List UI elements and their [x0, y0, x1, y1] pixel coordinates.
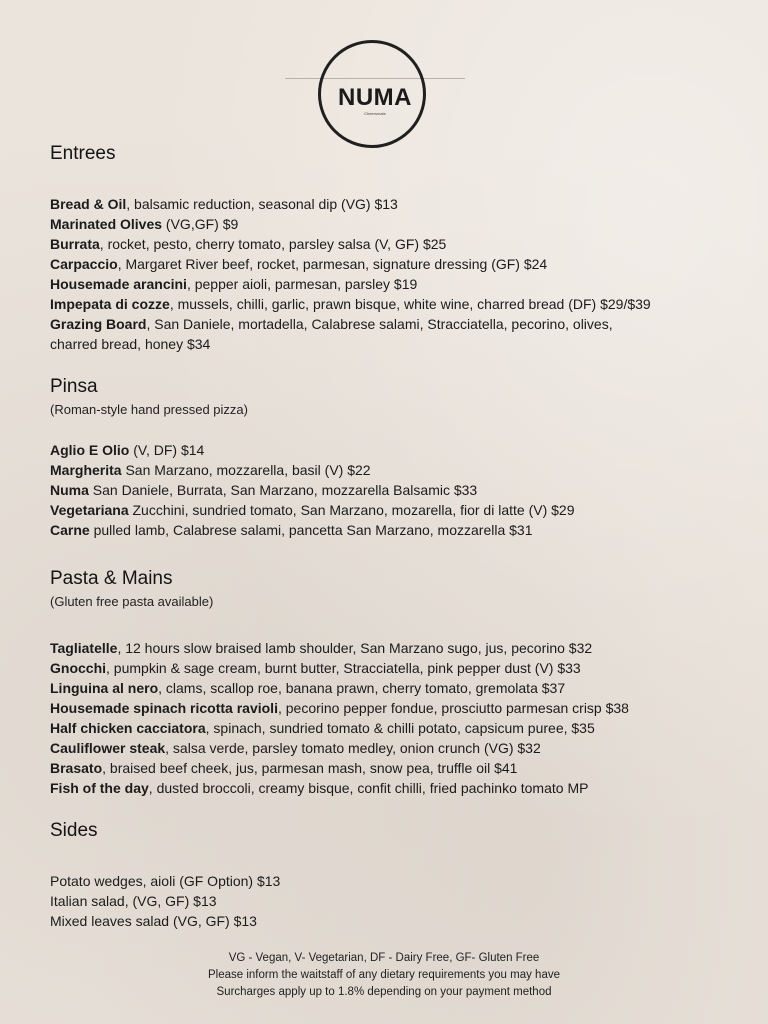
pinsa-list: [50, 440, 740, 540]
menu-item-description: , pecorino pepper fondue, prosciutto parmesan crisp $38: [277, 700, 629, 716]
menu-item: [50, 500, 740, 520]
menu-item: [50, 480, 740, 500]
menu-item: [50, 314, 740, 334]
menu-item-description: , spinach, sundried tomato & chilli potato, capsicum puree, $35: [205, 720, 595, 736]
menu-item: [50, 891, 740, 911]
section-title-pinsa: Pinsa: [50, 376, 98, 397]
menu-item-name: Cauliflower steak: [50, 740, 166, 756]
menu-item-description: , pepper aioli, parmesan, parsley $19: [186, 276, 418, 292]
pasta-mains-list: [50, 638, 740, 798]
menu-item-description: , dusted broccoli, creamy bisque, confit chilli, fried pachinko tomato MP: [148, 780, 589, 796]
menu-item: [50, 738, 740, 758]
menu-item-description: Potato wedges, aioli (GF Option) $13: [50, 873, 281, 889]
menu-item-description: Italian salad, (VG, GF) $13: [50, 893, 217, 909]
menu-item-description: , salsa verde, parsley tomato medley, onion crunch (VG) $32: [165, 740, 541, 756]
menu-item: [50, 718, 740, 738]
menu-item-name: Margherita: [50, 462, 122, 478]
menu-item-description: , rocket, pesto, cherry tomato, parsley salsa (V, GF) $25: [99, 236, 447, 252]
logo-wordmark: NUMA: [338, 84, 412, 111]
menu-item-name: Numa: [50, 482, 89, 498]
footer-surcharge-note: Surcharges apply up to 1.8% depending on your payment method: [216, 986, 552, 998]
menu-item-description: , balsamic reduction, seasonal dip (VG) $13: [126, 196, 398, 212]
numa-logo: [285, 40, 465, 155]
menu-item-description: pulled lamb, Calabrese salami, pancetta San Marzano, mozzarella $31: [89, 522, 533, 538]
menu-item-description: , mussels, chilli, garlic, prawn bisque, white wine, charred bread (DF) $29/$39: [169, 296, 651, 312]
menu-item: [50, 334, 740, 354]
menu-item: [50, 638, 740, 658]
footer-legend: VG - Vegan, V- Vegetarian, DF - Dairy Free, GF- Gluten Free: [228, 952, 540, 964]
menu-item-name: Housemade arancini: [50, 276, 187, 292]
footer-dietary-note: Please inform the waitstaff of any dietary requirements you may have: [208, 969, 560, 981]
menu-item-description: Mixed leaves salad (VG, GF) $13: [50, 913, 257, 929]
menu-item: [50, 698, 740, 718]
menu-item: [50, 440, 740, 460]
dietary-footer: [0, 950, 768, 1001]
menu-item: [50, 520, 740, 540]
menu-item-name: Burrata: [50, 236, 100, 252]
menu-item: [50, 460, 740, 480]
menu-item-description: charred bread, honey $34: [50, 336, 211, 352]
menu-item-name: Grazing Board: [50, 316, 147, 332]
menu-item-name: Brasato: [50, 760, 103, 776]
menu-item-name: Tagliatelle: [50, 640, 118, 656]
menu-item: [50, 871, 740, 891]
menu-item-description: (V, DF) $14: [129, 442, 205, 458]
pinsa-note: (Roman-style hand pressed pizza): [50, 402, 248, 417]
menu-item-name: Carne: [50, 522, 90, 538]
menu-item: [50, 254, 740, 274]
section-title-entrees: Entrees: [50, 143, 116, 164]
menu-item-name: Aglio E Olio: [50, 442, 130, 458]
menu-item-name: Fish of the day: [50, 780, 149, 796]
menu-item: [50, 194, 740, 214]
logo-subtitle: Cheersmate: [364, 111, 386, 116]
menu-item-description: , clams, scallop roe, banana prawn, cherry tomato, gremolata $37: [158, 680, 566, 696]
menu-item-name: Carpaccio: [50, 256, 118, 272]
section-title-sides: Sides: [50, 820, 98, 841]
menu-item: [50, 214, 740, 234]
entrees-list: [50, 194, 740, 354]
menu-item: [50, 778, 740, 798]
menu-item-description: San Marzano, mozzarella, basil (V) $22: [121, 462, 371, 478]
menu-item-description: , braised beef cheek, jus, parmesan mash, snow pea, truffle oil $41: [102, 760, 518, 776]
menu-item-description: San Daniele, Burrata, San Marzano, mozzarella Balsamic $33: [88, 482, 478, 498]
menu-item-name: Bread & Oil: [50, 196, 127, 212]
menu-item: [50, 658, 740, 678]
menu-item: [50, 758, 740, 778]
menu-item: [50, 911, 740, 931]
menu-item-description: (VG,GF) $9: [162, 216, 239, 232]
menu-item: [50, 678, 740, 698]
section-title-pasta-mains: Pasta & Mains: [50, 568, 173, 589]
pasta-note: (Gluten free pasta available): [50, 594, 214, 609]
menu-item-name: Half chicken cacciatora: [50, 720, 206, 736]
menu-item-name: Housemade spinach ricotta ravioli: [50, 700, 278, 716]
menu-item-description: , pumpkin & sage cream, burnt butter, Stracciatella, pink pepper dust (V) $33: [106, 660, 581, 676]
menu-item: [50, 234, 740, 254]
menu-item-description: , 12 hours slow braised lamb shoulder, San Marzano sugo, jus, pecorino $32: [117, 640, 593, 656]
sides-list: [50, 871, 740, 931]
menu-item: [50, 274, 740, 294]
menu-item-name: Marinated Olives: [50, 216, 163, 232]
menu-item-name: Gnocchi: [50, 660, 107, 676]
menu-item-name: Impepata di cozze: [50, 296, 170, 312]
menu-item-description: Zucchini, sundried tomato, San Marzano, mozarella, fior di latte (V) $29: [128, 502, 575, 518]
menu-item-name: Linguina al nero: [50, 680, 159, 696]
menu-item-description: , San Daniele, mortadella, Calabrese salami, Stracciatella, pecorino, olives,: [146, 316, 613, 332]
menu-item-description: , Margaret River beef, rocket, parmesan, signature dressing (GF) $24: [117, 256, 548, 272]
menu-item: [50, 294, 740, 314]
menu-item-name: Vegetariana: [50, 502, 129, 518]
